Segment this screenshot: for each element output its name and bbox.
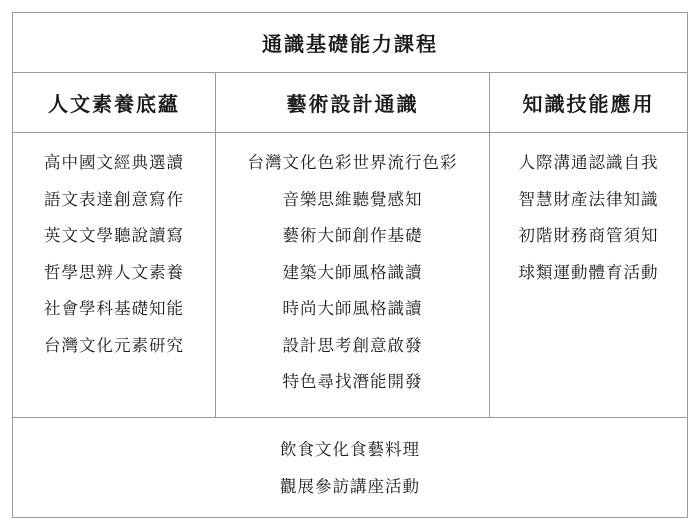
course-item: 高中國文經典選讀 — [44, 153, 184, 172]
column-knowledge-skills — [490, 73, 687, 417]
course-item: 人際溝通認識自我 — [518, 153, 659, 172]
course-list — [216, 133, 489, 401]
course-item: 時尚大師風格識讀 — [282, 299, 423, 318]
table-title: 通識基礎能力課程 — [13, 13, 687, 73]
course-table — [12, 12, 688, 518]
course-list — [13, 133, 215, 364]
course-item: 建築大師風格識讀 — [282, 262, 423, 282]
course-item: 藝術大師創作基礎 — [282, 226, 423, 245]
course-item: 哲學思辨人文素養 — [44, 262, 184, 282]
course-item: 台灣文化色彩世界流行色彩 — [247, 153, 458, 172]
column-humanities — [13, 73, 216, 417]
course-item: 英文文學聽說讀寫 — [44, 226, 184, 245]
course-item: 球類運動體育活動 — [518, 262, 659, 282]
course-list — [13, 418, 687, 505]
course-item: 智慧財產法律知識 — [518, 189, 659, 209]
bottom-row — [13, 417, 687, 517]
course-item: 語文表達創意寫作 — [44, 189, 184, 209]
course-item: 台灣文化元素研究 — [44, 335, 184, 355]
course-item: 特色尋找潛能開發 — [282, 372, 423, 391]
course-list — [490, 133, 687, 291]
column-heading: 藝術設計通識 — [216, 73, 489, 133]
column-art-design — [216, 73, 490, 417]
course-item: 觀展參訪講座活動 — [280, 476, 420, 496]
course-item: 設計思考創意啟發 — [282, 335, 423, 355]
column-heading: 人文素養底蘊 — [13, 73, 215, 133]
course-item: 社會學科基礎知能 — [44, 299, 184, 318]
course-item: 飲食文化食藝料理 — [280, 440, 420, 459]
course-item: 音樂思維聽覺感知 — [282, 189, 423, 209]
course-item: 初階財務商管須知 — [518, 226, 659, 245]
column-heading: 知識技能應用 — [490, 73, 687, 133]
